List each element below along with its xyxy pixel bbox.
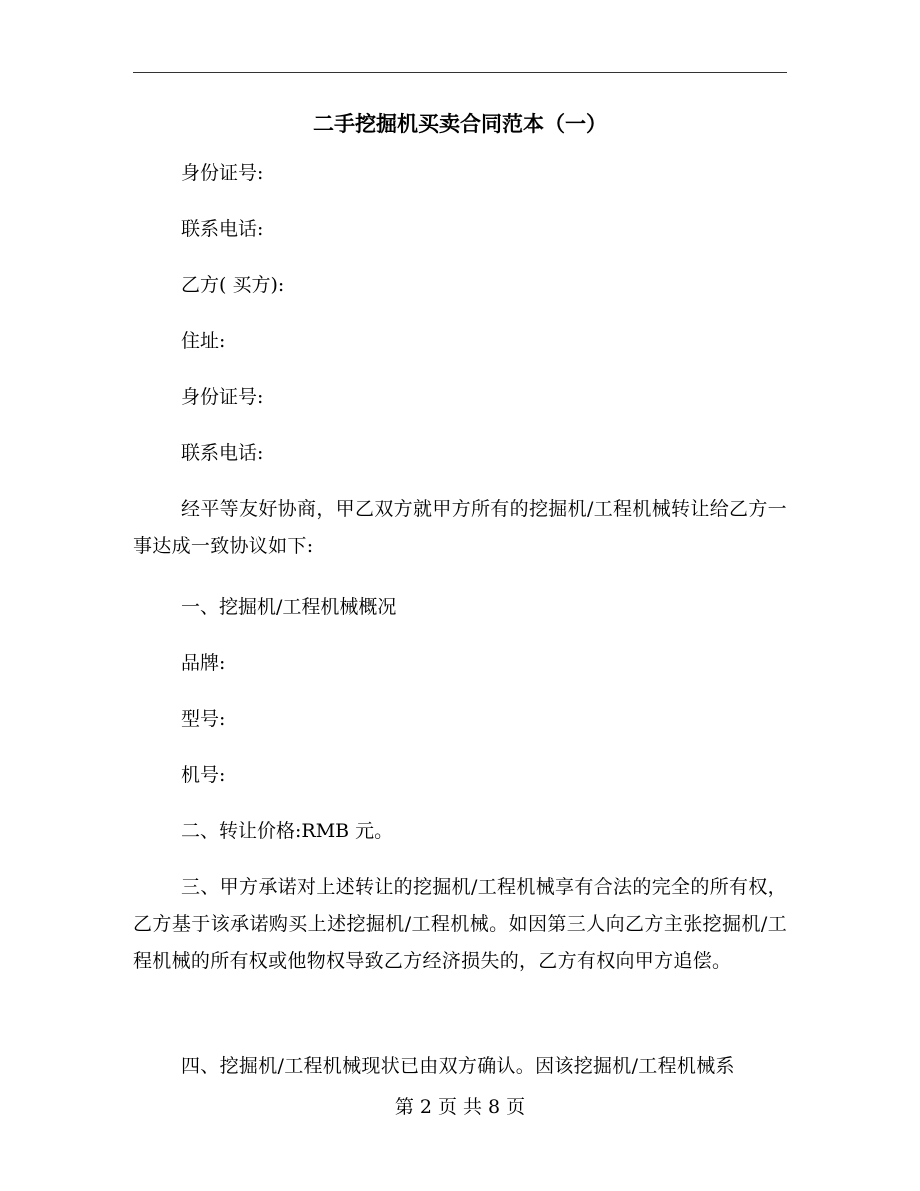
- section1-heading: 一、挖掘机/工程机械概况: [181, 596, 397, 618]
- document-title: 二手挖掘机买卖合同范本（一）: [313, 111, 607, 136]
- buyer-phone-line: 联系电话:: [181, 442, 264, 464]
- party-b-line: 乙方( 买方):: [181, 274, 285, 296]
- address-line: 住址:: [181, 330, 226, 352]
- header-rule: [133, 72, 787, 73]
- page-number: 第 2 页 共 8 页: [394, 1096, 526, 1118]
- model-line: 型号:: [181, 708, 226, 730]
- section3-paragraph: 三、甲方承诺对上述转让的挖掘机/工程机械享有合法的完全的所有权，乙方基于该承诺购买上述挖掘机/工程机械。如因第三人向乙方主张挖掘机/工程机械的所有权或他物权导致乙方经济损失的，乙方有权向甲方追偿。: [133, 876, 787, 972]
- price-line: 二、转让价格:RMB 元。: [181, 820, 394, 842]
- section4-paragraph: 四、挖掘机/工程机械现状已由双方确认。因该挖掘机/工程机械系: [181, 1055, 735, 1077]
- intro-paragraph: 经平等友好协商，甲乙双方就甲方所有的挖掘机/工程机械转让给乙方一事达成一致协议如下:: [133, 498, 787, 557]
- phone-line-seller: 联系电话:: [181, 218, 264, 240]
- machine-number-line: 机号:: [181, 764, 226, 786]
- buyer-id-line-seller: 身份证号:: [181, 162, 264, 184]
- brand-line: 品牌:: [181, 652, 226, 674]
- buyer-id-line: 身份证号:: [181, 386, 264, 408]
